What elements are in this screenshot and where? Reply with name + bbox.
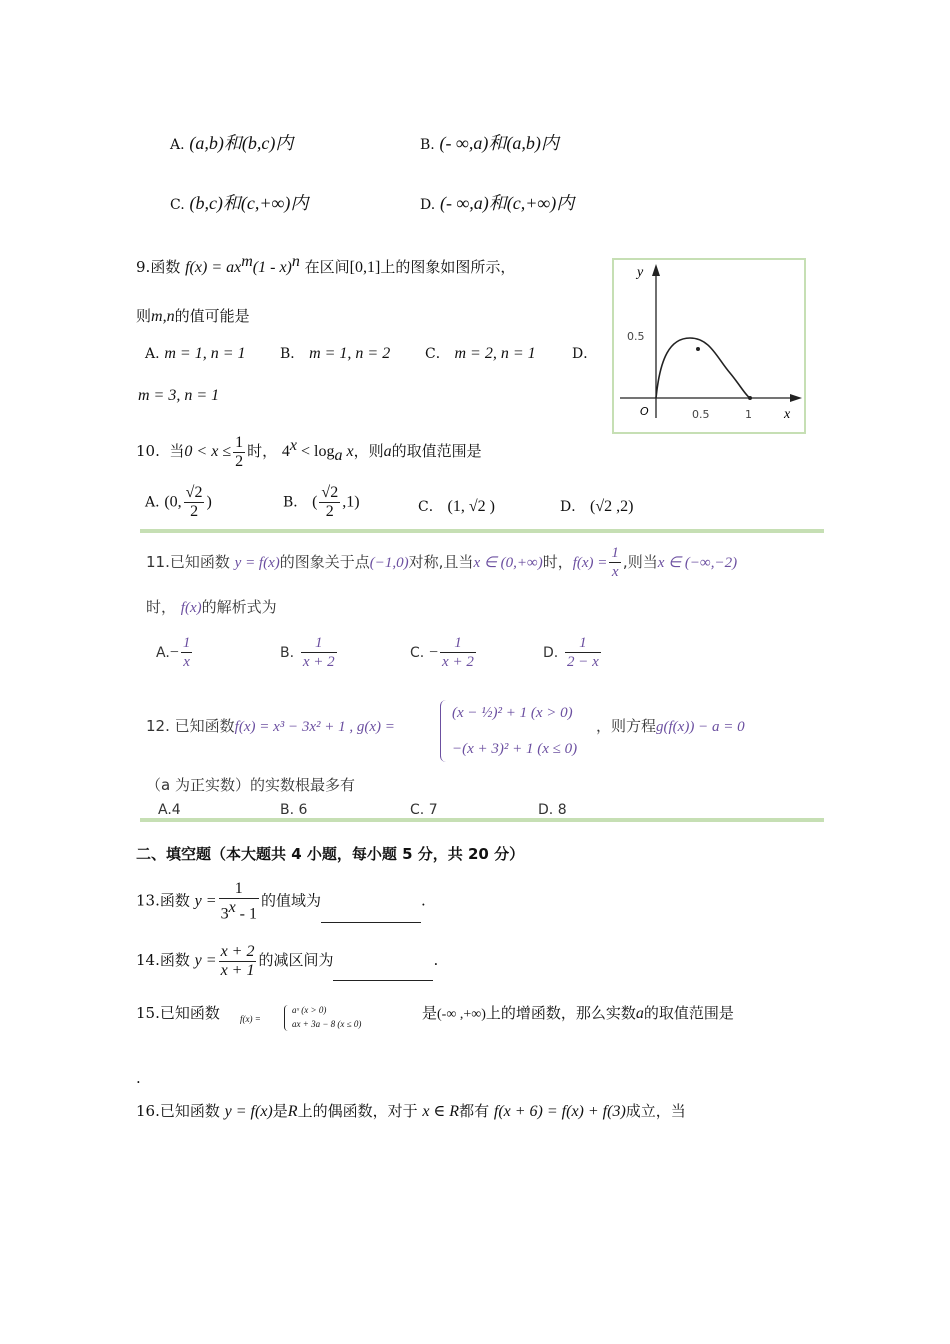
q9-function-graph: [612, 258, 806, 434]
q10-option-d: D． (√2 ,2): [560, 498, 634, 515]
q15-case1: aˣ (x > 0): [292, 1005, 327, 1015]
q15-stem: 15.已知函数: [136, 1004, 220, 1022]
q11-fraction: $\frac{1}{x}$: [611, 545, 619, 580]
q15-stem-cont: 是(-∞ ,+∞)上的增函数，那么实数a的取值范围是: [422, 1004, 734, 1022]
q14-stem: 14.函数 y = $\frac{x + 2}{x + 1}$ 的减区间为 .: [136, 940, 438, 981]
origin-label: O: [640, 405, 649, 418]
q12-option-c: C. 7: [410, 802, 438, 818]
q8-option-a: A. (a,b)和(b,c)内: [170, 133, 294, 153]
q10-option-a: A. (0, $\frac{√2}{2}$ ): [145, 484, 212, 520]
q12-case2: −(x + 3)² + 1 (x ≤ 0): [452, 741, 578, 757]
q9-option-d: m = 3, n = 1: [138, 387, 220, 404]
q15-case2: ax + 3a − 8 (x ≤ 0): [292, 1019, 362, 1029]
q14-answer-blank[interactable]: [333, 964, 433, 981]
curve-end-point: [748, 396, 752, 400]
q9-stem: 9.函数 $f(x) = ax^m(1 - x)^n$ 在区间[0,1]上的图象如图所示，: [136, 253, 516, 276]
q12-stem-line2: （a 为正实数）的实数根最多有: [146, 776, 355, 794]
q15-answer-dot: .: [136, 1069, 141, 1087]
x-axis-label: x: [784, 407, 791, 422]
q12-brace: [440, 700, 449, 762]
q9-option-c: C． m = 2, n = 1: [425, 345, 536, 362]
q11-option-a: A.− $\frac{1}{x}$: [156, 635, 191, 670]
q12-case1: (x − ½)² + 1 (x > 0): [452, 705, 573, 721]
q9-option-b: B． m = 1, n = 2: [280, 345, 391, 362]
q15-func-label: f(x) =: [240, 1014, 261, 1024]
q13-fraction: $\frac{1}{3^x - 1}$: [220, 880, 257, 923]
q11-option-b: B. $\frac{1}{x + 2}$: [280, 635, 335, 670]
x-tick-one-label: 1: [745, 408, 752, 421]
q10-option-c: C． (1, √2 ): [418, 498, 495, 515]
q11-stem-line2: 时， f(x)的解析式为: [146, 598, 277, 616]
y-axis-label: y: [637, 265, 644, 280]
q10-option-b: B． ( $\frac{√2}{2}$ ,1): [283, 484, 360, 520]
q12-stem-cont: ，则方程g(f(x)) − a = 0: [596, 717, 745, 735]
q12-stem: 12. 已知函数f(x) = x³ − 3x² + 1 , g(x) =: [146, 717, 395, 735]
q8-option-b: B. (- ∞,a)和(a,b)内: [420, 133, 559, 153]
block-top-border: [140, 529, 824, 533]
q12-option-d: D. 8: [538, 802, 567, 818]
q9-option-d-label: D．: [572, 346, 598, 362]
q11-stem: 11.已知函数 y = f(x)的图象关于点(−1,0)对称,且当x ∈ (0,+∞)时，f(x) = $\frac{1}{x}$ ,则当x ∈ (−∞,−2): [146, 545, 738, 580]
q15-brace: [284, 1005, 291, 1031]
q13-stem: 13.函数 y = $\frac{1}{3^x - 1}$ 的值域为 .: [136, 880, 426, 923]
q10-fraction: $\frac{1}{2}$: [235, 433, 244, 470]
block-bottom-border: [140, 818, 824, 822]
q8-option-c: C. (b,c)和(c,+∞)内: [170, 193, 309, 213]
y-tick-label: 0.5: [627, 330, 645, 343]
q14-fraction: $\frac{x + 2}{x + 1}$: [220, 942, 255, 979]
q9-option-a: A. m = 1, n = 1: [145, 345, 246, 362]
q12-option-b: B. 6: [280, 802, 308, 818]
curve-point: [696, 347, 700, 351]
q12-option-a: A.4: [158, 802, 181, 818]
q13-answer-blank[interactable]: [321, 906, 421, 923]
x-tick-half-label: 0.5: [692, 408, 710, 421]
section-title: 二、填空题（本大题共 4 小题，每小题 5 分，共 20 分）: [136, 845, 525, 863]
q16-stem: 16.已知函数 y = f(x)是R上的偶函数，对于 x ∈ R都有 f(x + 6) = f(x) + f(3)成立，当: [136, 1102, 686, 1120]
q11-option-d: D. $\frac{1}{2 - x}$: [543, 635, 599, 670]
q9-stem-line2: 则m,n的值可能是: [136, 307, 250, 325]
q8-option-d: D. (- ∞,a)和(c,+∞)内: [420, 193, 575, 213]
q11-option-c: C. − $\frac{1}{x + 2}$: [410, 635, 474, 670]
q10-stem: 10. 当0 < x ≤ $\frac{1}{2}$ 时， $4^x < \log_a x$，则a的取值范围是: [136, 433, 482, 470]
